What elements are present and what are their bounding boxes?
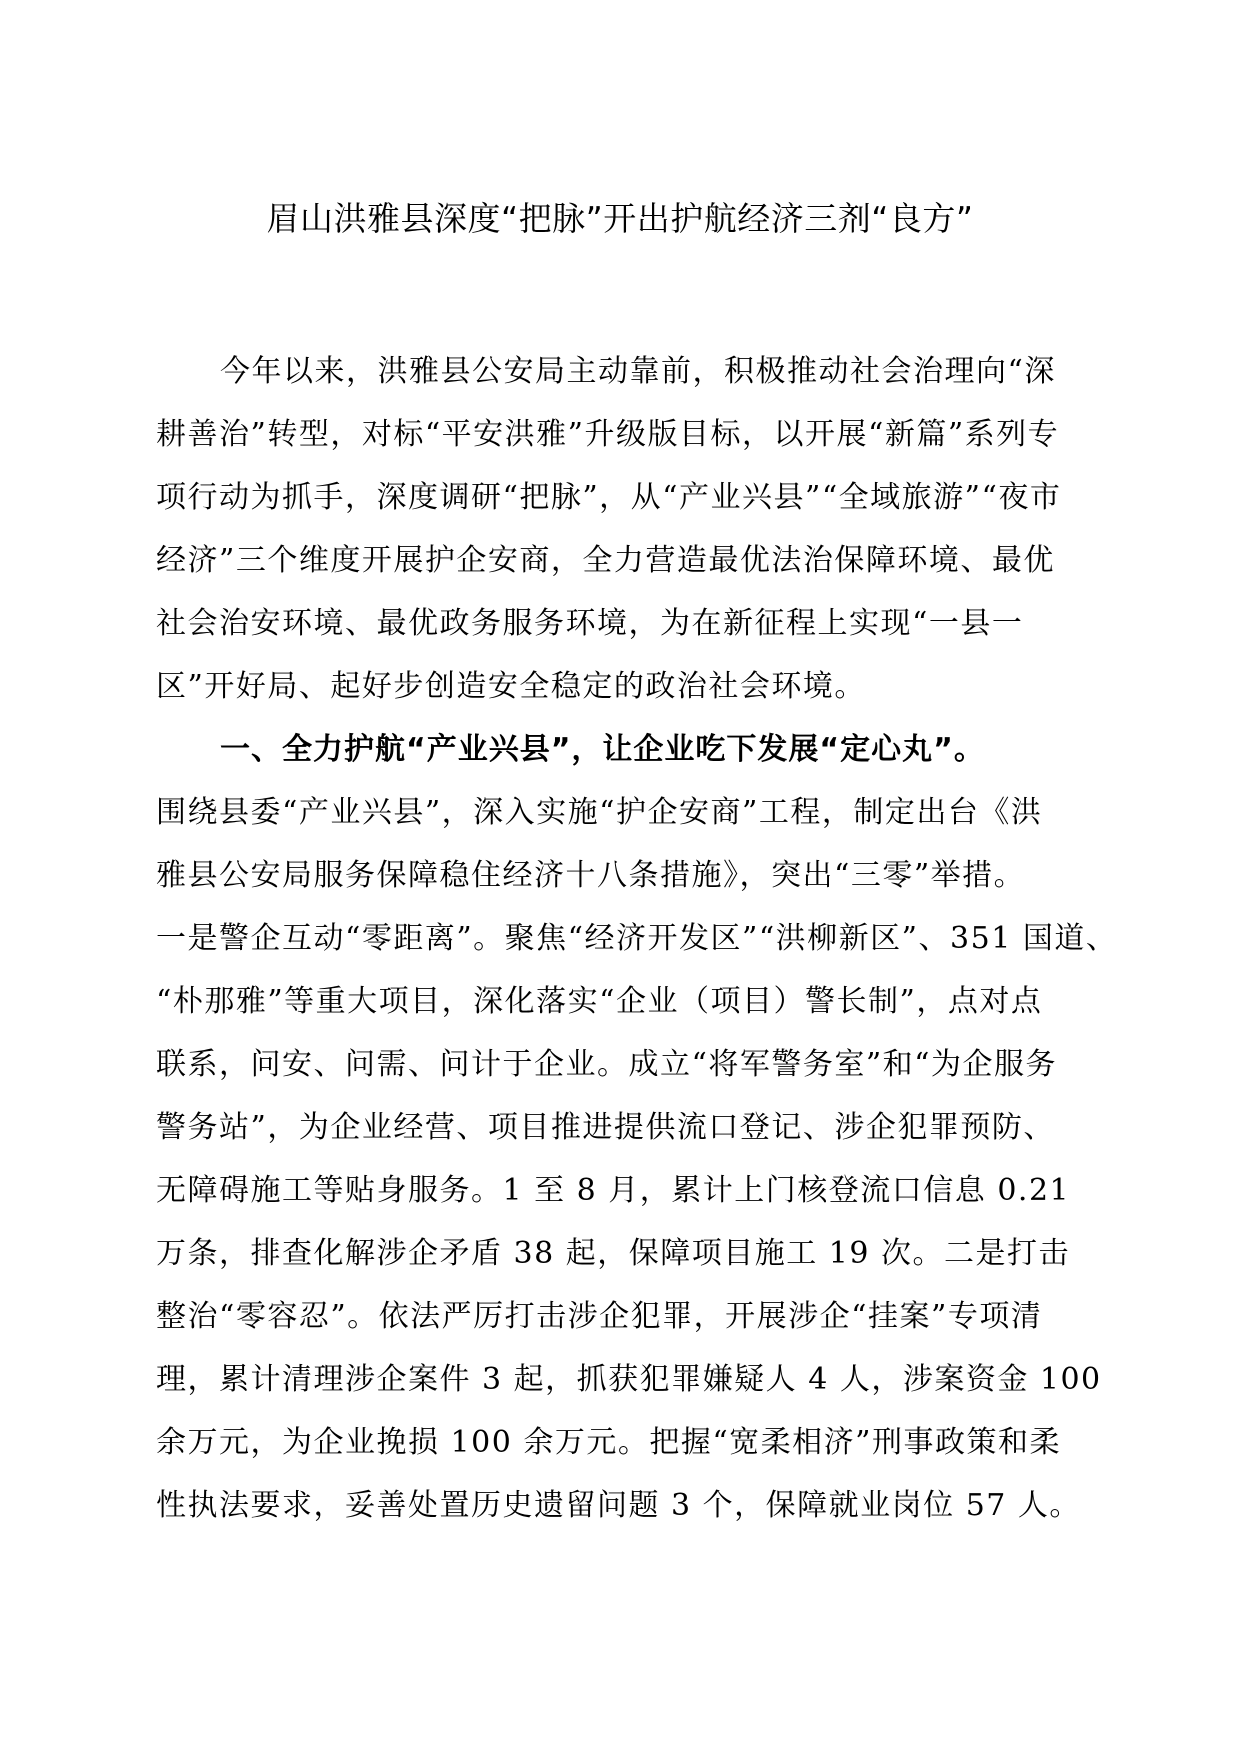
paragraph-1-line: 今年以来，洪雅县公安局主动靠前，积极推动社会治理向“深 bbox=[220, 354, 1056, 389]
paragraph-2-line: 联系，问安、问需、问计于企业。成立“将军警务室”和“为企服务 bbox=[156, 1047, 1058, 1082]
paragraph-2-line: 雅县公安局服务保障稳住经济十八条措施》，突出“三零”举措。 bbox=[156, 858, 1026, 893]
paragraph-2-line: 整治“零容忍”。依法严厉打击涉企犯罪，开展涉企“挂案”专项清 bbox=[156, 1299, 1043, 1334]
paragraph-2-line: 万条，排查化解涉企矛盾 38 起，保障项目施工 19 次。二是打击 bbox=[156, 1236, 1070, 1271]
document-title: 眉山洪雅县深度“把脉”开出护航经济三剂“良方” bbox=[266, 199, 974, 238]
paragraph-1-line: 项行动为抓手，深度调研“把脉”，从“产业兴县”“全域旅游”“夜市 bbox=[156, 480, 1062, 515]
paragraph-1-line: 耕善治”转型，对标“平安洪雅”升级版目标，以开展“新篇”系列专 bbox=[156, 417, 1060, 452]
paragraph-2-line: 理，累计清理涉企案件 3 起，抓获犯罪嫌疑人 4 人，涉案资金 100 bbox=[156, 1362, 1102, 1397]
paragraph-2-line: 围绕县委“产业兴县”，深入实施“护企安商”工程，制定出台《洪 bbox=[156, 795, 1043, 830]
paragraph-2-line: 无障碍施工等贴身服务。1 至 8 月，累计上门核登流口信息 0.21 bbox=[156, 1173, 1071, 1208]
paragraph-2-line: 性执法要求，妥善处置历史遗留问题 3 个，保障就业岗位 57 人。 bbox=[156, 1488, 1081, 1523]
paragraph-2-line: “朴那雅”等重大项目，深化落实“企业（项目）警长制”，点对点 bbox=[156, 984, 1043, 1019]
paragraph-2-line: 余万元，为企业挽损 100 余万元。把握“宽柔相济”刑事政策和柔 bbox=[156, 1425, 1062, 1460]
paragraph-1-line: 社会治安环境、最优政务服务环境，为在新征程上实现“一县一 bbox=[156, 606, 1024, 641]
paragraph-2-line: 一是警企互动“零距离”。聚焦“经济开发区”“洪柳新区”、351 国道、 bbox=[156, 921, 1118, 956]
section-1-heading: 一、全力护航“产业兴县”，让企业吃下发展“定心丸”。 bbox=[220, 732, 985, 767]
paragraph-1-line: 经济”三个维度开展护企安商，全力营造最优法治保障环境、最优 bbox=[156, 543, 1055, 578]
paragraph-1-line: 区”开好局、起好步创造安全稳定的政治社会环境。 bbox=[156, 669, 866, 704]
document-body bbox=[156, 340, 1118, 1537]
paragraph-2-line: 警务站”，为企业经营、项目推进提供流口登记、涉企犯罪预防、 bbox=[156, 1110, 1055, 1145]
